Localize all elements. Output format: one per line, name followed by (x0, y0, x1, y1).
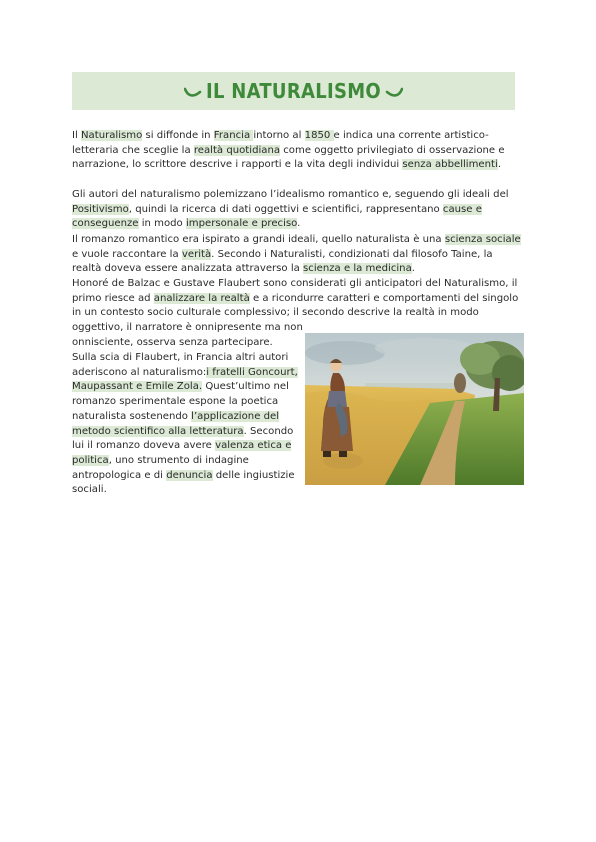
highlight: senza abbellimenti (402, 159, 498, 171)
highlight: impersonale e preciso (185, 218, 298, 230)
highlight: realtà quotidiana (193, 144, 281, 156)
highlight: i fratelli Goncourt, Maupassant e Emile Zola. (72, 366, 298, 393)
page-title (184, 79, 403, 103)
highlight: l’applicazione del metodo scientifico alla letteratura (72, 410, 280, 437)
highlight: 1850 (304, 130, 334, 141)
highlight: denuncia (166, 469, 213, 481)
paragraph-precursors: Honoré de Balzac e Gustave Flaubert sono considerati gli anticipatori del Naturalismo, il primo riesce ad analizzare la realtà e a ricondurre caratteri e comportamenti del singolo in un contesto socio culturale complessivo; il secondo descrive la realtà in modo oggettivo, il narratore è onnipresente ma non (72, 278, 519, 334)
title-banner (72, 72, 515, 110)
paragraph-positivism: Gli autori del naturalismo polemizzano l’idealismo romantico e, seguendo gli ideali del Positivismo, quindi la ricerca di dati oggettivi e scientifici, rappresentano cause e conseguenze in modo impersonale e preciso. (72, 189, 509, 230)
highlight: verità (181, 248, 212, 260)
highlight: analizzare la realtà (153, 292, 250, 304)
highlight: Naturalismo (81, 130, 143, 141)
highlight: scienza sociale (444, 234, 521, 245)
title-text: IL NATURALISMO (205, 79, 382, 103)
paragraph-novel: Il romanzo romantico era ispirato a grandi ideali, quello naturalista è una scienza sociale e vuole raccontare la verità. Secondo i Naturalisti, condizionati dal filosofo Taine, la realtà doveva essere analizzata attraverso la scienza e la medicina. (72, 234, 521, 275)
highlight: scienza e la medicina (303, 263, 412, 275)
highlight: Francia (213, 130, 254, 141)
highlight: valenza etica e politica (72, 440, 292, 466)
highlight: Positivismo (72, 203, 129, 215)
flourish-left-icon (184, 84, 202, 98)
painting-image (305, 333, 524, 485)
paragraph-flaubert: onnisciente, osserva senza partecipare. (72, 337, 273, 348)
highlight: cause e conseguenze (72, 203, 482, 230)
paragraph-zola: Sulla scia di Flaubert, in Francia altri autori aderiscono al naturalismo:i fratelli Goncourt, Maupassant e Emile Zola. Quest’ultimo nel romanzo sperimentale espone la poetica naturalista sostenendo l’applicazione del metodo scientifico alla letteratura. Secondo lui il romanzo doveva avere valenza etica e politica, uno strumento di indagine antropologica e di denuncia delle ingiustizie sociali. (72, 352, 298, 496)
flourish-right-icon (385, 84, 403, 98)
paragraph-intro: Il Naturalismo si diffonde in Francia intorno al 1850 e indica una corrente artistico-letteraria che sceglie la realtà quotidiana come oggetto privilegiato di osservazione e narrazione, lo scrittore descrive i rapporti e la vita degli individui senza abbellimenti. (72, 130, 505, 171)
